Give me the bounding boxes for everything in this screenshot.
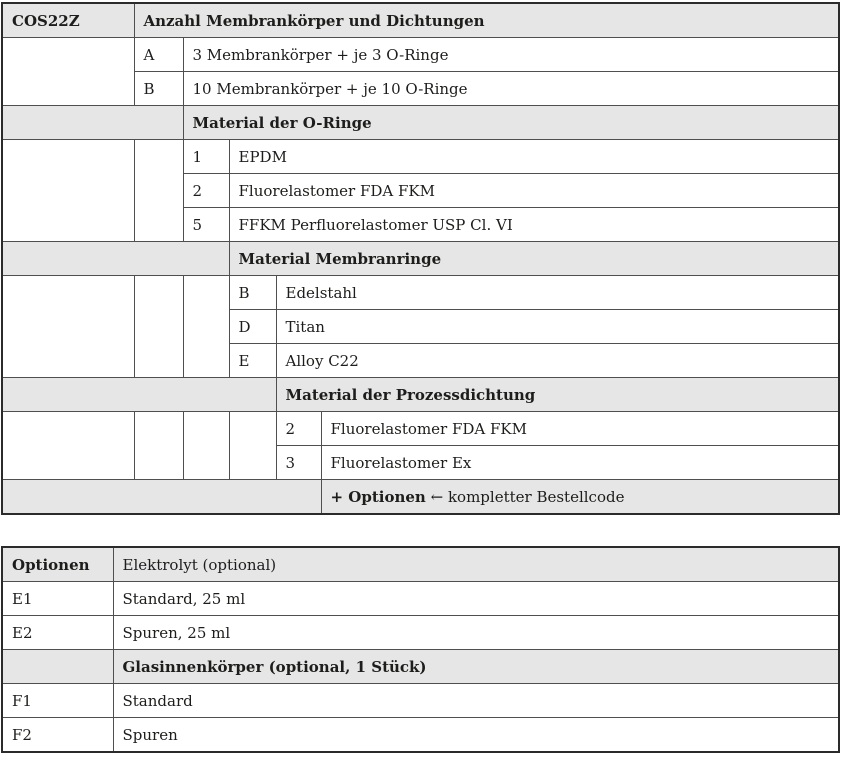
empty-cell xyxy=(183,412,229,480)
complete-order-code-suffix: ← kompletter Bestellcode xyxy=(425,487,625,506)
complete-order-code-note xyxy=(321,480,839,515)
option-code: 1 xyxy=(183,140,229,174)
option-label: Fluorelastomer FDA FKM xyxy=(321,412,839,446)
empty-cell xyxy=(2,140,134,242)
option-code: B xyxy=(134,72,183,106)
empty-cell xyxy=(229,412,276,480)
empty-cell xyxy=(2,412,134,480)
section4-title: Material der Prozessdichtung xyxy=(276,378,839,412)
option-code: D xyxy=(229,310,276,344)
option-code: 3 xyxy=(276,446,321,480)
option-label: Spuren xyxy=(113,718,839,753)
options-group1-title: Elektrolyt (optional) xyxy=(113,547,839,582)
option-label: FFKM Perfluorelastomer USP Cl. VI xyxy=(229,208,839,242)
section3-header-row xyxy=(2,242,839,276)
options-table-title: Optionen xyxy=(2,547,113,582)
section3-title: Material Membranringe xyxy=(229,242,839,276)
option-row xyxy=(2,38,839,72)
empty-cell xyxy=(134,276,183,378)
options-group1-header-row xyxy=(2,547,839,582)
option-label: Edelstahl xyxy=(276,276,839,310)
order-code-table xyxy=(1,2,840,515)
section1-title: Anzahl Membrankörper und Dichtungen xyxy=(134,3,839,38)
option-row xyxy=(2,276,839,310)
product-code: COS22Z xyxy=(2,3,134,38)
option-row xyxy=(2,412,839,446)
option-label: Titan xyxy=(276,310,839,344)
option-code: F1 xyxy=(2,684,113,718)
empty-cell xyxy=(134,412,183,480)
option-label: 10 Membrankörper + je 10 O-Ringe xyxy=(183,72,839,106)
footer-row xyxy=(2,480,839,515)
option-code: E2 xyxy=(2,616,113,650)
option-row xyxy=(2,684,839,718)
empty-cell xyxy=(2,38,134,106)
option-label: EPDM xyxy=(229,140,839,174)
options-plus-label: + Optionen xyxy=(330,487,426,506)
option-code: A xyxy=(134,38,183,72)
empty-cell xyxy=(2,378,276,412)
empty-cell xyxy=(2,242,229,276)
empty-cell xyxy=(183,276,229,378)
options-table xyxy=(1,546,840,753)
empty-cell xyxy=(2,480,321,515)
option-code: F2 xyxy=(2,718,113,753)
empty-cell xyxy=(2,106,183,140)
option-label: Fluorelastomer FDA FKM xyxy=(229,174,839,208)
option-code: B xyxy=(229,276,276,310)
option-label: Alloy C22 xyxy=(276,344,839,378)
option-code: 2 xyxy=(183,174,229,208)
option-label: Fluorelastomer Ex xyxy=(321,446,839,480)
option-label: Standard, 25 ml xyxy=(113,582,839,616)
option-code: 5 xyxy=(183,208,229,242)
section2-title: Material der O-Ringe xyxy=(183,106,839,140)
option-label: Standard xyxy=(113,684,839,718)
empty-cell xyxy=(2,650,113,684)
option-label: Spuren, 25 ml xyxy=(113,616,839,650)
option-code: E xyxy=(229,344,276,378)
option-row xyxy=(2,582,839,616)
option-label: 3 Membrankörper + je 3 O-Ringe xyxy=(183,38,839,72)
option-code: E1 xyxy=(2,582,113,616)
option-row xyxy=(2,140,839,174)
empty-cell xyxy=(2,276,134,378)
options-group2-title: Glasinnenkörper (optional, 1 Stück) xyxy=(113,650,839,684)
section2-header-row xyxy=(2,106,839,140)
option-row xyxy=(2,718,839,753)
section4-header-row xyxy=(2,378,839,412)
empty-cell xyxy=(134,140,183,242)
option-row xyxy=(2,616,839,650)
option-code: 2 xyxy=(276,412,321,446)
section1-header-row xyxy=(2,3,839,38)
options-group2-header-row xyxy=(2,650,839,684)
